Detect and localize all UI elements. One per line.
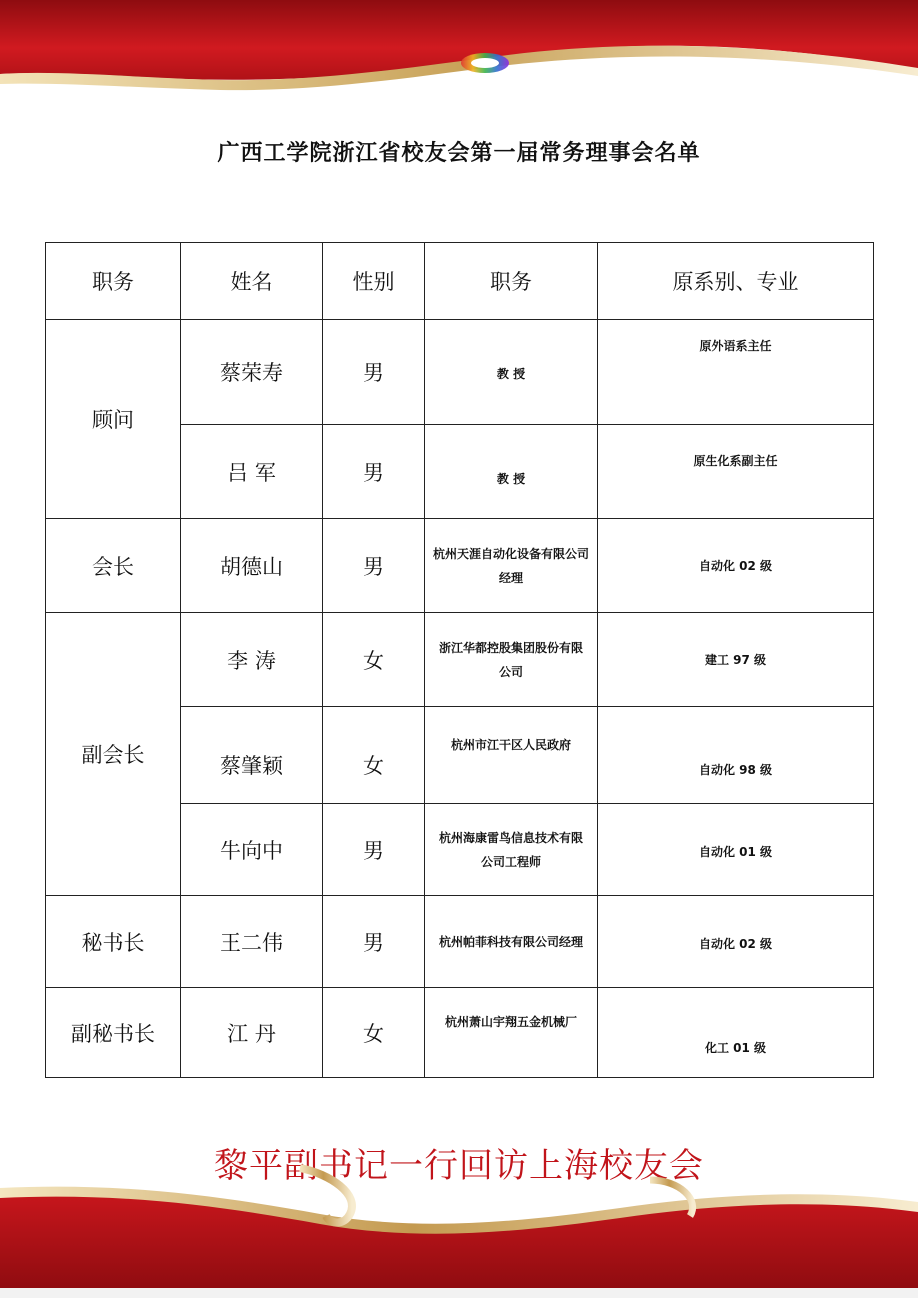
header-role: 职务 [46, 243, 181, 320]
dept-cell: 自动化 02 级 [598, 896, 874, 988]
job-cell: 杭州帕菲科技有限公司经理 [425, 896, 598, 988]
table-header-row [46, 243, 874, 320]
table-row [46, 988, 874, 1078]
council-roster-table [45, 242, 874, 1078]
name-cell: 蔡肇颖 [181, 707, 323, 804]
table-row [46, 613, 874, 707]
dept-cell: 自动化 01 级 [598, 804, 874, 896]
gender-cell: 男 [323, 804, 425, 896]
gender-cell: 女 [323, 613, 425, 707]
job-cell: 杭州萧山宇翔五金机械厂 [425, 988, 598, 1078]
role-cell: 秘书长 [46, 896, 181, 988]
gender-cell: 女 [323, 707, 425, 804]
job-cell: 杭州天涯自动化设备有限公司经理 [425, 519, 598, 613]
gender-cell: 女 [323, 988, 425, 1078]
name-cell: 吕 军 [181, 425, 323, 519]
table-row [46, 896, 874, 988]
name-cell: 蔡荣寿 [181, 320, 323, 425]
document-title: 广西工学院浙江省校友会第一届常务理事会名单 [217, 141, 701, 166]
name-cell: 牛向中 [181, 804, 323, 896]
bottom-ribbon-banner [0, 1160, 918, 1298]
gender-cell: 男 [323, 320, 425, 425]
table-row [46, 519, 874, 613]
dept-cell: 自动化 02 级 [598, 519, 874, 613]
header-name: 姓名 [181, 243, 323, 320]
role-cell: 顾问 [46, 320, 181, 519]
job-cell: 教 授 [425, 320, 598, 425]
header-gender: 性别 [323, 243, 425, 320]
dept-cell: 自动化 98 级 [598, 707, 874, 804]
job-cell: 杭州市江干区人民政府 [425, 707, 598, 804]
table-row [46, 320, 874, 425]
footer-headline: 黎平副书记一行回访上海校友会 [214, 1146, 704, 1186]
name-cell: 李 涛 [181, 613, 323, 707]
name-cell: 王二伟 [181, 896, 323, 988]
dept-cell: 化工 01 级 [598, 988, 874, 1078]
top-ribbon-banner [0, 0, 918, 100]
dept-cell: 建工 97 级 [598, 613, 874, 707]
job-cell: 浙江华都控股集团股份有限公司 [425, 613, 598, 707]
header-job: 职务 [425, 243, 598, 320]
gender-cell: 男 [323, 425, 425, 519]
role-cell: 副秘书长 [46, 988, 181, 1078]
gender-cell: 男 [323, 896, 425, 988]
role-cell: 副会长 [46, 613, 181, 896]
name-cell: 江 丹 [181, 988, 323, 1078]
job-cell: 教 授 [425, 425, 598, 519]
dept-cell: 原外语系主任 [598, 320, 874, 425]
dept-cell: 原生化系副主任 [598, 425, 874, 519]
job-cell: 杭州海康雷鸟信息技术有限公司工程师 [425, 804, 598, 896]
role-cell: 会长 [46, 519, 181, 613]
gender-cell: 男 [323, 519, 425, 613]
header-dept: 原系别、专业 [598, 243, 874, 320]
name-cell: 胡德山 [181, 519, 323, 613]
